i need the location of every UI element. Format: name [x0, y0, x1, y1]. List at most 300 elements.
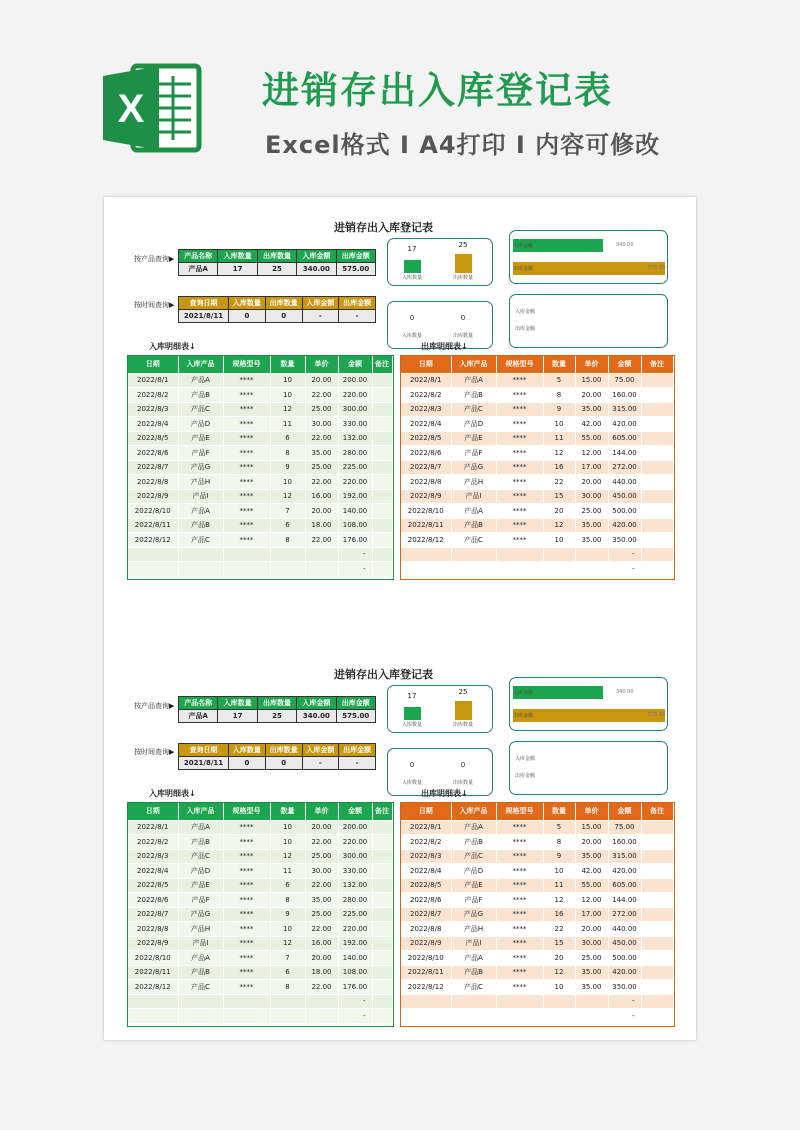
table-cell[interactable]: **** — [223, 849, 270, 864]
table-cell[interactable]: 8 — [270, 893, 305, 908]
table-cell[interactable] — [305, 1009, 338, 1024]
table-cell[interactable]: 30.00 — [575, 936, 608, 951]
table-cell[interactable] — [575, 1009, 608, 1024]
table-cell[interactable]: 10 — [543, 980, 575, 995]
table-cell[interactable]: 22.00 — [305, 980, 338, 995]
table-cell[interactable] — [641, 417, 673, 432]
table-cell[interactable]: 22 — [543, 475, 575, 490]
table-cell[interactable]: 2022/8/10 — [128, 951, 178, 966]
table-cell[interactable]: 20.00 — [575, 835, 608, 850]
table-cell[interactable]: 35.00 — [575, 980, 608, 995]
table-cell[interactable]: 6 — [270, 965, 305, 980]
table-cell[interactable]: 42.00 — [575, 864, 608, 879]
table-cell[interactable] — [372, 1009, 392, 1024]
table-cell[interactable]: 2022/8/12 — [401, 533, 451, 548]
table-cell[interactable]: **** — [496, 518, 543, 533]
table-cell[interactable]: **** — [496, 417, 543, 432]
table-cell[interactable]: **** — [496, 893, 543, 908]
table-cell[interactable]: 315.00 — [608, 849, 641, 864]
table-cell[interactable]: 产品B — [451, 965, 496, 980]
table-cell[interactable]: 35.00 — [575, 402, 608, 417]
table-cell[interactable]: 132.00 — [338, 431, 372, 446]
table-cell[interactable] — [641, 388, 673, 403]
table-cell[interactable] — [372, 936, 392, 951]
table-cell[interactable]: 产品D — [178, 864, 223, 879]
table-cell[interactable]: 20 — [543, 951, 575, 966]
table-cell[interactable] — [270, 1009, 305, 1024]
table-cell[interactable]: 6 — [270, 518, 305, 533]
table-cell[interactable]: 2022/8/8 — [401, 922, 451, 937]
table-cell[interactable] — [451, 994, 496, 1009]
table-cell[interactable] — [641, 475, 673, 490]
table-cell[interactable] — [641, 878, 673, 893]
table-cell[interactable] — [641, 980, 673, 995]
table-cell[interactable]: 12.00 — [575, 446, 608, 461]
table-cell[interactable]: 2022/8/2 — [128, 388, 178, 403]
table-cell[interactable]: **** — [496, 402, 543, 417]
table-cell[interactable] — [305, 547, 338, 562]
table-cell[interactable]: **** — [223, 922, 270, 937]
table-cell[interactable] — [372, 475, 392, 490]
table-cell[interactable]: 22.00 — [305, 475, 338, 490]
table-cell[interactable]: - — [338, 562, 372, 577]
table-cell[interactable] — [223, 1009, 270, 1024]
table-cell[interactable]: 8 — [270, 980, 305, 995]
table-cell[interactable] — [641, 907, 673, 922]
table-cell[interactable]: 20.00 — [305, 504, 338, 519]
table-cell[interactable]: 2022/8/8 — [128, 475, 178, 490]
table-cell[interactable]: 产品B — [178, 965, 223, 980]
table-cell[interactable]: 12.00 — [575, 893, 608, 908]
table-cell[interactable]: **** — [223, 388, 270, 403]
table-cell[interactable] — [372, 489, 392, 504]
table-cell[interactable] — [496, 547, 543, 562]
table-cell[interactable]: **** — [496, 951, 543, 966]
table-cell[interactable]: 产品C — [451, 980, 496, 995]
table-cell[interactable] — [372, 965, 392, 980]
table-cell[interactable]: 2022/8/7 — [401, 907, 451, 922]
table-cell[interactable] — [372, 878, 392, 893]
table-cell[interactable]: **** — [223, 965, 270, 980]
table-cell[interactable]: **** — [223, 835, 270, 850]
table-cell[interactable]: 2022/8/1 — [401, 373, 451, 388]
table-cell[interactable] — [372, 849, 392, 864]
table-cell[interactable]: 产品H — [178, 475, 223, 490]
table-cell[interactable] — [372, 893, 392, 908]
table-cell[interactable]: **** — [223, 504, 270, 519]
table-cell[interactable]: 22.00 — [305, 533, 338, 548]
table-cell[interactable]: 产品D — [178, 417, 223, 432]
table-cell[interactable]: **** — [223, 475, 270, 490]
table-cell[interactable]: 10 — [270, 475, 305, 490]
table-cell[interactable]: 35.00 — [575, 849, 608, 864]
table-cell[interactable]: 12 — [543, 518, 575, 533]
table-cell[interactable]: 产品A — [178, 504, 223, 519]
table-cell[interactable]: 2022/8/9 — [128, 936, 178, 951]
table-cell[interactable] — [641, 965, 673, 980]
table-cell[interactable] — [641, 504, 673, 519]
table-cell[interactable]: 产品B — [178, 388, 223, 403]
table-cell[interactable] — [496, 1009, 543, 1024]
table-cell[interactable]: **** — [223, 980, 270, 995]
table-cell[interactable]: **** — [496, 864, 543, 879]
table-cell[interactable]: **** — [223, 417, 270, 432]
table-cell[interactable] — [223, 994, 270, 1009]
product-select-cell[interactable]: 产品A — [179, 263, 218, 276]
table-cell[interactable]: 176.00 — [338, 980, 372, 995]
table-cell[interactable]: 10 — [270, 388, 305, 403]
table-cell[interactable]: 30.00 — [575, 489, 608, 504]
table-cell[interactable] — [128, 547, 178, 562]
table-cell[interactable]: 25.00 — [575, 504, 608, 519]
table-cell[interactable]: - — [338, 994, 372, 1009]
table-cell[interactable]: 12 — [543, 893, 575, 908]
table-cell[interactable] — [178, 562, 223, 577]
table-cell[interactable]: 产品C — [178, 533, 223, 548]
table-cell[interactable] — [543, 562, 575, 577]
table-cell[interactable]: 2022/8/6 — [128, 446, 178, 461]
table-cell[interactable]: 2022/8/8 — [128, 922, 178, 937]
table-cell[interactable]: 35.00 — [575, 518, 608, 533]
table-cell[interactable]: 2022/8/5 — [128, 431, 178, 446]
table-cell[interactable]: 200.00 — [338, 373, 372, 388]
table-cell[interactable]: 272.00 — [608, 907, 641, 922]
product-select-cell[interactable]: 产品A — [179, 710, 218, 723]
table-cell[interactable]: 2022/8/6 — [128, 893, 178, 908]
table-cell[interactable]: 2022/8/11 — [128, 518, 178, 533]
table-cell[interactable]: 产品G — [451, 460, 496, 475]
table-cell[interactable]: 9 — [543, 849, 575, 864]
table-cell[interactable]: 16.00 — [305, 936, 338, 951]
table-cell[interactable]: 2022/8/4 — [128, 417, 178, 432]
table-cell[interactable]: 产品A — [178, 951, 223, 966]
table-cell[interactable] — [372, 460, 392, 475]
table-cell[interactable] — [223, 547, 270, 562]
table-cell[interactable]: 2022/8/7 — [128, 907, 178, 922]
table-cell[interactable]: 产品A — [451, 373, 496, 388]
table-cell[interactable]: 25.00 — [305, 402, 338, 417]
table-cell[interactable]: 产品B — [451, 518, 496, 533]
table-cell[interactable]: 9 — [543, 402, 575, 417]
table-cell[interactable] — [128, 994, 178, 1009]
table-cell[interactable]: **** — [223, 460, 270, 475]
table-cell[interactable]: 420.00 — [608, 518, 641, 533]
table-cell[interactable] — [641, 402, 673, 417]
table-cell[interactable]: 2022/8/7 — [401, 460, 451, 475]
table-cell[interactable]: 7 — [270, 504, 305, 519]
table-cell[interactable]: 产品B — [178, 518, 223, 533]
table-cell[interactable]: 420.00 — [608, 965, 641, 980]
table-cell[interactable]: **** — [223, 820, 270, 835]
table-cell[interactable]: 18.00 — [305, 518, 338, 533]
table-cell[interactable]: 12 — [270, 936, 305, 951]
table-cell[interactable]: 2022/8/9 — [401, 489, 451, 504]
table-cell[interactable]: 11 — [270, 864, 305, 879]
table-cell[interactable]: 15.00 — [575, 820, 608, 835]
table-cell[interactable]: **** — [223, 893, 270, 908]
table-cell[interactable]: 2022/8/12 — [128, 533, 178, 548]
table-cell[interactable]: 160.00 — [608, 835, 641, 850]
table-cell[interactable]: 2022/8/10 — [401, 504, 451, 519]
table-cell[interactable]: 17.00 — [575, 460, 608, 475]
table-cell[interactable]: 2022/8/11 — [128, 965, 178, 980]
table-cell[interactable]: 6 — [270, 431, 305, 446]
table-cell[interactable]: 280.00 — [338, 446, 372, 461]
table-cell[interactable] — [641, 849, 673, 864]
table-cell[interactable]: 产品C — [451, 533, 496, 548]
table-cell[interactable] — [641, 835, 673, 850]
table-cell[interactable]: 12 — [543, 446, 575, 461]
table-cell[interactable]: 280.00 — [338, 893, 372, 908]
table-cell[interactable]: 产品A — [178, 373, 223, 388]
table-cell[interactable]: **** — [496, 533, 543, 548]
table-cell[interactable]: 12 — [270, 402, 305, 417]
table-cell[interactable]: **** — [496, 431, 543, 446]
table-cell[interactable] — [372, 907, 392, 922]
table-cell[interactable]: 300.00 — [338, 402, 372, 417]
table-cell[interactable]: **** — [496, 936, 543, 951]
table-cell[interactable] — [372, 562, 392, 577]
table-cell[interactable]: 220.00 — [338, 388, 372, 403]
table-cell[interactable] — [372, 533, 392, 548]
table-cell[interactable]: 2022/8/4 — [401, 864, 451, 879]
table-cell[interactable] — [178, 547, 223, 562]
table-cell[interactable]: **** — [496, 922, 543, 937]
table-cell[interactable] — [178, 1009, 223, 1024]
table-cell[interactable]: 11 — [270, 417, 305, 432]
table-cell[interactable]: 2022/8/1 — [401, 820, 451, 835]
date-input-cell[interactable]: 2021/8/11 — [179, 310, 229, 323]
table-cell[interactable]: 22.00 — [305, 388, 338, 403]
table-cell[interactable] — [372, 994, 392, 1009]
table-cell[interactable] — [372, 547, 392, 562]
table-cell[interactable]: 22 — [543, 922, 575, 937]
table-cell[interactable] — [270, 994, 305, 1009]
table-cell[interactable] — [641, 994, 673, 1009]
table-cell[interactable]: 11 — [543, 431, 575, 446]
table-cell[interactable]: 300.00 — [338, 849, 372, 864]
table-cell[interactable] — [372, 835, 392, 850]
table-cell[interactable]: 产品I — [451, 489, 496, 504]
table-cell[interactable]: 108.00 — [338, 518, 372, 533]
table-cell[interactable]: **** — [223, 951, 270, 966]
table-cell[interactable]: **** — [496, 820, 543, 835]
table-cell[interactable]: 产品I — [451, 936, 496, 951]
table-cell[interactable]: **** — [496, 373, 543, 388]
table-cell[interactable]: 350.00 — [608, 980, 641, 995]
table-cell[interactable]: 315.00 — [608, 402, 641, 417]
table-cell[interactable]: 产品B — [451, 388, 496, 403]
table-cell[interactable] — [641, 518, 673, 533]
table-cell[interactable]: 16 — [543, 460, 575, 475]
table-cell[interactable]: 2022/8/5 — [401, 431, 451, 446]
table-cell[interactable]: 2022/8/2 — [401, 835, 451, 850]
table-cell[interactable]: 25.00 — [305, 907, 338, 922]
table-cell[interactable] — [372, 417, 392, 432]
table-cell[interactable] — [641, 373, 673, 388]
table-cell[interactable] — [496, 562, 543, 577]
table-cell[interactable]: 9 — [270, 460, 305, 475]
table-cell[interactable]: 10 — [270, 373, 305, 388]
table-cell[interactable] — [641, 951, 673, 966]
table-cell[interactable]: 605.00 — [608, 431, 641, 446]
table-cell[interactable] — [223, 562, 270, 577]
table-cell[interactable]: 2022/8/3 — [128, 402, 178, 417]
table-cell[interactable]: 2022/8/2 — [128, 835, 178, 850]
table-cell[interactable]: 420.00 — [608, 864, 641, 879]
table-cell[interactable]: 12 — [270, 849, 305, 864]
table-cell[interactable]: 200.00 — [338, 820, 372, 835]
table-cell[interactable]: 12 — [543, 965, 575, 980]
table-cell[interactable] — [641, 936, 673, 951]
table-cell[interactable] — [575, 547, 608, 562]
table-cell[interactable]: 20.00 — [575, 475, 608, 490]
table-cell[interactable]: 450.00 — [608, 489, 641, 504]
table-cell[interactable]: **** — [223, 878, 270, 893]
table-cell[interactable]: 30.00 — [305, 417, 338, 432]
table-cell[interactable]: 144.00 — [608, 446, 641, 461]
table-cell[interactable]: 30.00 — [305, 864, 338, 879]
table-cell[interactable]: 20.00 — [305, 373, 338, 388]
table-cell[interactable]: 15.00 — [575, 373, 608, 388]
table-cell[interactable] — [641, 864, 673, 879]
table-cell[interactable]: 140.00 — [338, 504, 372, 519]
table-cell[interactable]: 2022/8/12 — [128, 980, 178, 995]
table-cell[interactable] — [641, 431, 673, 446]
table-cell[interactable]: 10 — [543, 533, 575, 548]
table-cell[interactable]: 产品E — [451, 878, 496, 893]
table-cell[interactable]: 5 — [543, 373, 575, 388]
table-cell[interactable]: 产品F — [178, 446, 223, 461]
table-cell[interactable]: 10 — [270, 820, 305, 835]
table-cell[interactable] — [372, 922, 392, 937]
table-cell[interactable]: 20 — [543, 504, 575, 519]
table-cell[interactable] — [401, 562, 451, 577]
table-cell[interactable]: 8 — [543, 388, 575, 403]
date-input-cell[interactable]: 2021/8/11 — [179, 757, 229, 770]
table-cell[interactable]: 产品B — [451, 835, 496, 850]
table-cell[interactable] — [641, 922, 673, 937]
table-cell[interactable]: 产品A — [451, 504, 496, 519]
table-cell[interactable]: 176.00 — [338, 533, 372, 548]
table-cell[interactable] — [401, 547, 451, 562]
table-cell[interactable]: **** — [223, 533, 270, 548]
table-cell[interactable]: 产品A — [451, 951, 496, 966]
table-cell[interactable] — [641, 893, 673, 908]
table-cell[interactable]: 10 — [543, 417, 575, 432]
table-cell[interactable]: 产品I — [178, 936, 223, 951]
table-cell[interactable]: 42.00 — [575, 417, 608, 432]
table-cell[interactable]: 35.00 — [305, 446, 338, 461]
table-cell[interactable]: 192.00 — [338, 936, 372, 951]
table-cell[interactable]: 25.00 — [575, 951, 608, 966]
table-cell[interactable] — [372, 504, 392, 519]
table-cell[interactable]: 2022/8/2 — [401, 388, 451, 403]
table-cell[interactable]: 8 — [270, 446, 305, 461]
table-cell[interactable]: **** — [223, 489, 270, 504]
table-cell[interactable]: 产品C — [178, 849, 223, 864]
table-cell[interactable] — [451, 562, 496, 577]
table-cell[interactable] — [543, 1009, 575, 1024]
table-cell[interactable]: 22.00 — [305, 922, 338, 937]
table-cell[interactable] — [372, 980, 392, 995]
table-cell[interactable]: 16 — [543, 907, 575, 922]
table-cell[interactable]: 330.00 — [338, 864, 372, 879]
table-cell[interactable]: 350.00 — [608, 533, 641, 548]
table-cell[interactable]: 2022/8/1 — [128, 820, 178, 835]
table-cell[interactable]: 产品I — [178, 489, 223, 504]
table-cell[interactable] — [128, 1009, 178, 1024]
table-cell[interactable]: 2022/8/10 — [401, 951, 451, 966]
table-cell[interactable]: **** — [496, 965, 543, 980]
table-cell[interactable]: 16.00 — [305, 489, 338, 504]
table-cell[interactable] — [128, 562, 178, 577]
table-cell[interactable] — [401, 1009, 451, 1024]
table-cell[interactable]: 2022/8/9 — [401, 936, 451, 951]
table-cell[interactable]: 22.00 — [305, 878, 338, 893]
table-cell[interactable]: 2022/8/5 — [128, 878, 178, 893]
table-cell[interactable]: 产品C — [451, 849, 496, 864]
table-cell[interactable]: 7 — [270, 951, 305, 966]
table-cell[interactable] — [372, 951, 392, 966]
table-cell[interactable]: **** — [496, 460, 543, 475]
table-cell[interactable] — [372, 388, 392, 403]
table-cell[interactable]: 10 — [270, 922, 305, 937]
table-cell[interactable]: - — [608, 547, 641, 562]
table-cell[interactable]: 225.00 — [338, 907, 372, 922]
table-cell[interactable]: **** — [223, 864, 270, 879]
table-cell[interactable]: 12 — [270, 489, 305, 504]
table-cell[interactable]: **** — [496, 446, 543, 461]
table-cell[interactable]: 2022/8/5 — [401, 878, 451, 893]
table-cell[interactable] — [451, 547, 496, 562]
table-cell[interactable]: 产品E — [178, 878, 223, 893]
table-cell[interactable]: 25.00 — [305, 849, 338, 864]
table-cell[interactable]: **** — [496, 475, 543, 490]
table-cell[interactable] — [270, 562, 305, 577]
table-cell[interactable] — [372, 446, 392, 461]
table-cell[interactable]: **** — [223, 936, 270, 951]
table-cell[interactable]: **** — [496, 388, 543, 403]
table-cell[interactable]: 35.00 — [305, 893, 338, 908]
table-cell[interactable]: 420.00 — [608, 417, 641, 432]
table-cell[interactable]: 2022/8/12 — [401, 980, 451, 995]
table-cell[interactable]: 144.00 — [608, 893, 641, 908]
table-cell[interactable]: 225.00 — [338, 460, 372, 475]
table-cell[interactable]: - — [608, 994, 641, 1009]
table-cell[interactable]: **** — [223, 431, 270, 446]
table-cell[interactable]: 22.00 — [305, 431, 338, 446]
table-cell[interactable]: - — [608, 1009, 641, 1024]
table-cell[interactable]: 10 — [270, 835, 305, 850]
table-cell[interactable] — [641, 562, 673, 577]
table-cell[interactable]: 20.00 — [305, 820, 338, 835]
table-cell[interactable]: 产品G — [178, 460, 223, 475]
table-cell[interactable]: 11 — [543, 878, 575, 893]
table-cell[interactable] — [641, 1009, 673, 1024]
table-cell[interactable]: 产品B — [178, 835, 223, 850]
table-cell[interactable]: **** — [496, 907, 543, 922]
table-cell[interactable] — [641, 460, 673, 475]
table-cell[interactable]: 55.00 — [575, 431, 608, 446]
table-cell[interactable]: 产品A — [178, 820, 223, 835]
table-cell[interactable]: 15 — [543, 936, 575, 951]
table-cell[interactable]: 605.00 — [608, 878, 641, 893]
table-cell[interactable]: 2022/8/4 — [128, 864, 178, 879]
table-cell[interactable]: 20.00 — [305, 951, 338, 966]
table-cell[interactable]: 2022/8/7 — [128, 460, 178, 475]
table-cell[interactable]: 2022/8/3 — [128, 849, 178, 864]
